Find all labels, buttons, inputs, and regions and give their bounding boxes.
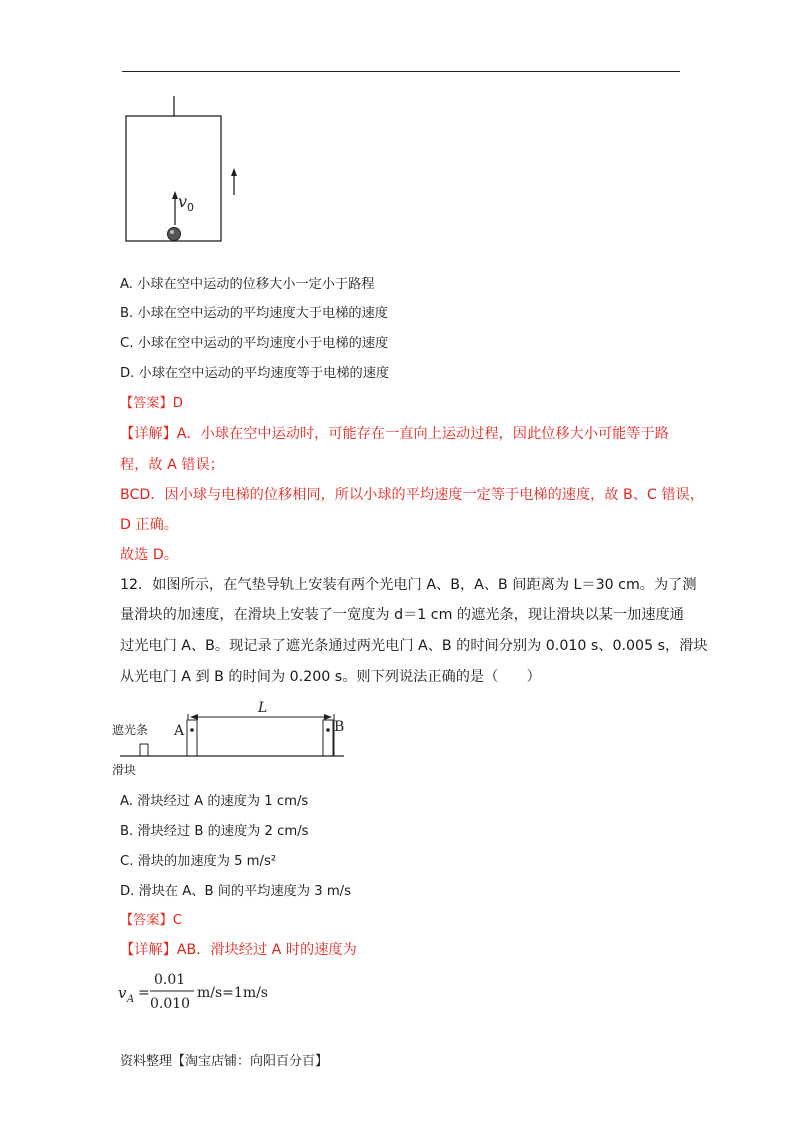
- formula-denominator: 0.010: [150, 996, 191, 1012]
- q11-option-c: C. 小球在空中运动的平均速度小于电梯的速度: [120, 336, 389, 351]
- distance-label: L: [258, 700, 268, 716]
- elevator-box: [126, 116, 221, 241]
- q11-answer: 【答案】D: [120, 396, 183, 411]
- slider-block: [140, 744, 148, 756]
- q11-explanation-line-1: 【详解】A．小球在空中运动时，可能存在一直向上运动过程，因此位移大小可能等于路: [120, 426, 669, 442]
- formula-rhs: m/s=1m/s: [197, 985, 268, 1001]
- ball: [168, 228, 181, 241]
- q12-explanation: 【详解】AB．滑块经过 A 时的速度为: [120, 942, 357, 958]
- elevator-figure: [118, 92, 248, 252]
- gate-b-label: B: [334, 719, 345, 735]
- q12-option-c: C. 滑块的加速度为 5 m/s²: [120, 854, 277, 869]
- footer-source: 资料整理【淘宝店铺：向阳百分百】: [120, 1054, 329, 1069]
- formula-lhs: v: [118, 984, 127, 1002]
- q12-answer: 【答案】C: [120, 913, 182, 928]
- v0-subscript: 0: [187, 201, 194, 214]
- v0-label: v: [178, 192, 188, 211]
- svg-text:=: =: [138, 985, 150, 1001]
- q11-option-d: D. 小球在空中运动的平均速度等于电梯的速度: [120, 366, 390, 381]
- q12-option-b: B. 滑块经过 B 的速度为 2 cm/s: [120, 824, 309, 839]
- q12-stem-line-2: 量滑块的加速度，在滑块上安装了一宽度为 d＝1 cm 的遮光条，现让滑块以某一加速度通: [120, 607, 684, 623]
- q12-option-a: A. 滑块经过 A 的速度为 1 cm/s: [120, 794, 309, 809]
- formula-numerator: 0.01: [154, 972, 186, 988]
- q11-explanation-line-4: D 正确。: [120, 517, 178, 533]
- q11-explanation-line-3: BCD．因小球与电梯的位移相同，所以小球的平均速度一定等于电梯的速度，故 B、C 错误，: [120, 487, 704, 503]
- q12-stem-line-3: 过光电门 A、B。现记录了遮光条通过两光电门 A、B 的时间分别为 0.010 s、0.005 s，滑块: [120, 638, 708, 654]
- q11-explanation-line-5: 故选 D。: [120, 547, 178, 563]
- q11-option-a: A. 小球在空中运动的位移大小一定小于路程: [120, 277, 375, 292]
- photogate-a: [187, 720, 197, 756]
- block-label: 滑块: [112, 763, 137, 777]
- velocity-formula: [116, 964, 296, 1014]
- gate-a-label: A: [174, 723, 185, 739]
- photogate-b: [323, 720, 333, 756]
- q12-stem-line-4: 从光电门 A 到 B 的时间为 0.200 s。则下列说法正确的是（ ）: [120, 669, 541, 685]
- air-track-figure: [112, 696, 352, 778]
- q12-stem-line-1: 12．如图所示，在气垫导轨上安装有两个光电门 A、B，A、B 间距离为 L＝30 cm。为了测: [120, 577, 697, 593]
- header-rule: [122, 71, 680, 72]
- formula-lhs-sub: A: [127, 994, 135, 1005]
- q11-explanation-line-2: 程，故 A 错误；: [120, 457, 224, 473]
- strip-label: 遮光条: [112, 723, 149, 737]
- q11-option-b: B. 小球在空中运动的平均速度大于电梯的速度: [120, 306, 388, 321]
- q12-option-d: D. 滑块在 A、B 间的平均速度为 3 m/s: [120, 884, 351, 899]
